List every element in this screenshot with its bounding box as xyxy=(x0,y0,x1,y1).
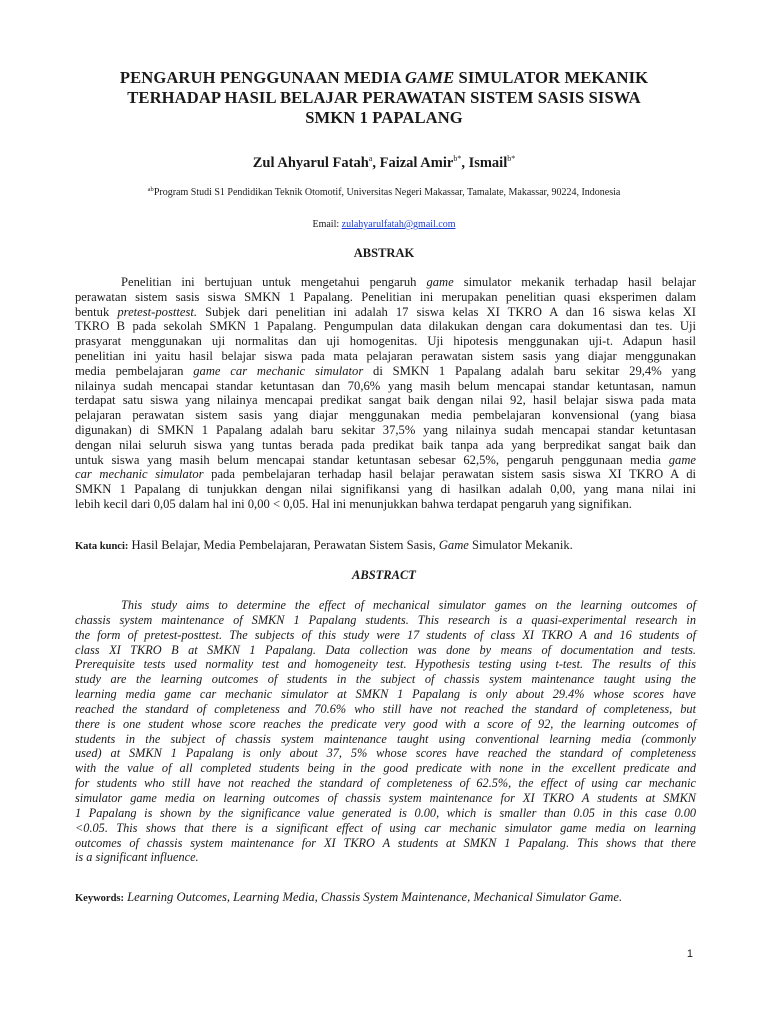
abstrak-line: SMKN 1 Papalang di tunjukkan dengan nilai signifikansi yang di hasilkan adalah 0,00, yang mana nilai ini xyxy=(75,482,696,497)
email-line xyxy=(0,219,768,230)
abstract-line: with the value of all completed students being in the good predicate with none in the excellent predicate and xyxy=(75,761,696,776)
abstrak-heading: ABSTRAK xyxy=(353,246,415,260)
title-line-1: PENGARUH PENGGUNAAN MEDIA GAME SIMULATOR MEKANIK xyxy=(119,68,649,87)
abstract-line: students in the subject of chassis system maintenance taught using conventional learning media (commonly xyxy=(75,731,696,746)
abstrak-line: perawatan sistem sasis siswa SMKN 1 Papalang. Penelitian ini merupakan penelitian quasi eksperimen dalam xyxy=(75,289,696,304)
abstract-line: outcomes of chassis system maintenance for XI TKRO A students at SMKN 1 Papalang. This shows that there xyxy=(75,835,696,850)
abstract-line: This study aims to determine the effect of mechanical simulator games on the learning outcomes of xyxy=(121,598,696,612)
email-label: Email: xyxy=(312,219,340,230)
author-name: Zul Ahyarul Fatah xyxy=(252,155,369,171)
abstrak-line: media pembelajaran game car mechanic simulator di SMKN 1 Papalang adalah baru sekitar 29,4% yang xyxy=(75,363,696,378)
abstract-line: the form of pretest-posttest. The subjects of this study were 17 students of class XI TKRO A and 16 students of xyxy=(75,627,696,642)
abstract-line: reached the standard of completeness and 70.6% who still have not reached the standard of completeness, but xyxy=(75,701,696,716)
abstrak-line: Penelitian ini bertujuan untuk mengetahui pengaruh game simulator mekanik terhadap hasil belajar xyxy=(121,275,697,289)
abstract-line: simulator game media on learning outcomes of chassis system maintenance for XI TKRO A students at SMKN xyxy=(75,790,696,805)
abstrak-line: car mechanic simulator pada pembelajaran terhadap hasil belajar perawatan sistem sasis siswa XI TKRO A di xyxy=(75,467,696,482)
abstrak-line: prasyarat menggunakan uji normalitas dan uji homogenitas. Uji hipotesis menggunakan uji-t. Adapun hasil xyxy=(75,334,696,349)
email-link[interactable]: zulahyarulfatah@gmail.com xyxy=(341,219,456,230)
page-number: 1 xyxy=(686,948,693,960)
abstract-line: learning media game car mechanic simulator at SMKN 1 Papalang is only about 29.4% whose scores have xyxy=(75,687,696,702)
abstrak-line: penelitian ini yaitu hasil belajar siswa pada mata pelajaran perawatan sistem sasis yang diajar menggunakan xyxy=(75,348,696,363)
affiliation: $^{ab}$Program Studi S1 Pendidikan Teknik Otomotif, Universitas Negeri Makassar, Tamalate, Makassar, 90224, Indonesia xyxy=(147,186,621,198)
abstrak-line: nilainya sudah mencapai standar ketuntasan dan 70,6% yang masih belum mencapai standar ketuntasan, namun xyxy=(75,378,696,393)
abstract-line: there is one student whose score reaches the predicate very good with a score of 92, the learning outcomes of xyxy=(75,716,696,731)
abstrak-line: lebih kecil dari 0,05 dalam hal ini 0,00 < 0,05. Hal ini menunjukkan bahwa terdapat pengaruh yang signifikan. xyxy=(75,496,632,511)
abstrak-line: untuk siswa yang masih belum mencapai standar ketuntasan sebesar 62,5%, pengaruh penggunaan media game xyxy=(75,452,696,467)
title-line-3: SMKN 1 PAPALANG xyxy=(305,108,463,127)
author-list: Zul Ahyarul Fatah$^a$, Faizal Amir$^{b*}$, Ismail$^{b*}$ xyxy=(252,154,516,171)
abstract-line: <0.05. This shows that there is a significant effect of using car mechanic simulator game media on learning xyxy=(75,820,696,835)
abstract-line: used) at SMKN 1 Papalang is only about 37, 5% whose scores have reached the standard of completeness xyxy=(75,746,696,761)
abstrak-line: bentuk pretest-posttest. Subjek dari penelitian ini adalah 17 siswa kelas XI TKRO A dan 16 siswa kelas XI xyxy=(75,304,696,319)
author-affil-mark: a xyxy=(368,154,373,163)
abstract-line: is a significant influence. xyxy=(75,850,199,865)
abstrak-line: pelajaran perawatan sistem sasis yang diajar menggunakan media pembelajaran konvensional (yang biasa xyxy=(75,408,696,423)
abstract-line: chassis system maintenance of SMKN 1 Papalang students. This research is a quasi-experimental research in xyxy=(75,612,696,627)
kata-kunci: Kata kunci: Hasil Belajar, Media Pembelajaran, Perawatan Sistem Sasis, Game Simulator Mekanik. xyxy=(75,538,573,552)
abstract-line: Prerequisite tests used normality test and homogeneity test. Hypothesis testing using t-test. The results of this xyxy=(75,657,696,672)
title-line-2: TERHADAP HASIL BELAJAR PERAWATAN SISTEM SASIS SISWA xyxy=(127,88,641,107)
author-affil-mark: b* xyxy=(507,154,516,163)
abstrak-line: terdapat satu siswa yang nilainya mencapai predikat sangat baik dengan nilai 92, hasil belajar siswa pada mata xyxy=(75,393,696,408)
abstrak-line: TKRO B pada sekolah SMKN 1 Papalang. Pengumpulan data dilakukan dengan cara dokumentasi dan tes. Uji xyxy=(75,319,696,334)
author-name: Faizal Amir xyxy=(379,155,454,171)
abstract-line: 1 Papalang is shown by the significance value generated is 0.00, which is smaller than 0.05 in this case 0.00 xyxy=(75,805,696,820)
abstrak-line: dengan nilai seluruh siswa yang tuntas berada pada predikat baik tanpa ada yang berpredikat sangat baik dan xyxy=(75,437,696,452)
abstract-line: for students who still have not reached the standard of completeness of 62.5%, the effect of using car mechanic xyxy=(75,776,696,791)
keywords-label: Keywords: xyxy=(75,893,124,904)
title-game-word: GAME xyxy=(404,68,455,87)
abstract-heading: ABSTRACT xyxy=(352,568,416,582)
keywords: Keywords: Learning Outcomes, Learning Media, Chassis System Maintenance, Mechanical Simulator Game. xyxy=(75,890,623,904)
abstrak-body xyxy=(75,275,696,512)
kata-kunci-label: Kata kunci: xyxy=(75,541,129,552)
abstract-line: study are the learning outcomes of students in the subject of chassis system maintenance taught using the xyxy=(75,672,696,687)
paper-title xyxy=(60,68,708,128)
abstrak-line: digunakan) di SMKN 1 Papalang adalah baru sekitar 37,5% yang nilainya sudah mencapai standar ketuntasan xyxy=(75,422,696,437)
abstract-line: class XI TKRO B at SMKN 1 Papalang. Data collection was done by means of documentation and tests. xyxy=(75,642,696,657)
author-affil-mark: b* xyxy=(453,154,462,163)
author-name: Ismail xyxy=(468,155,508,171)
abstract-body xyxy=(75,598,696,865)
